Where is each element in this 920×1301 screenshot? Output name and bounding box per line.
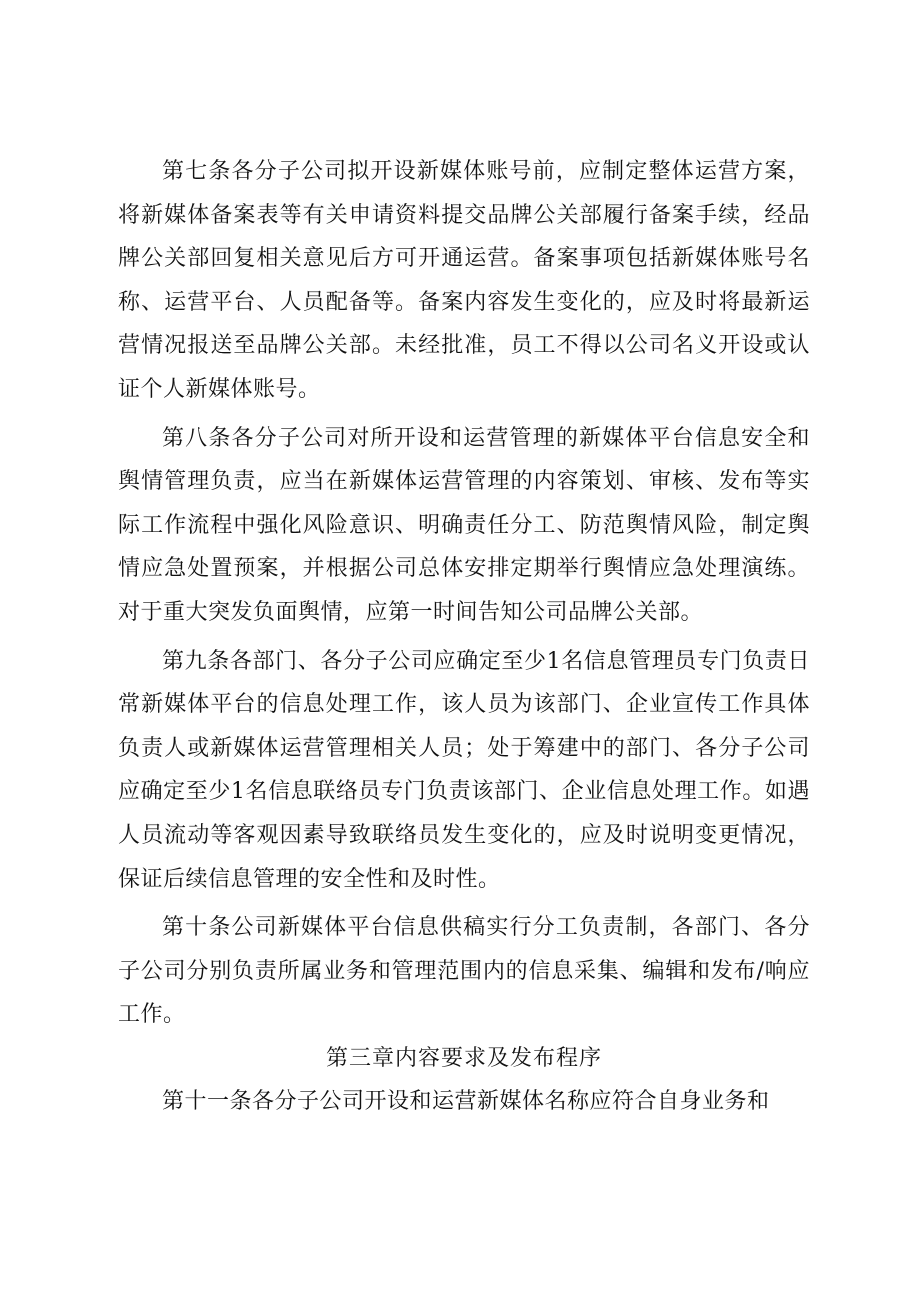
- document-page: [118, 150, 810, 1124]
- article-10-paragraph: 第十条公司新媒体平台信息供稿实行分工负责制，各部门、各分子公司分别负责所属业务和管理范围内的信息采集、编辑和发布/响应工作。: [118, 915, 810, 1028]
- article-11-paragraph: 第十一条各分子公司开设和运营新媒体名称应符合自身业务和: [162, 1089, 770, 1115]
- article-7-paragraph: 第七条各分子公司拟开设新媒体账号前，应制定整体运营方案，将新媒体备案表等有关申请资料提交品牌公关部履行备案手续，经品牌公关部回复相关意见后方可开通运营。备案事项包括新媒体账号名称、运营平台、人员配备等。备案内容发生变化的，应及时将最新运营情况报送至品牌公关部。未经批准，员工不得以公司名义开设或认证个人新媒体账号。: [118, 159, 810, 402]
- article-8-paragraph: 第八条各分子公司对所开设和运营管理的新媒体平台信息安全和舆情管理负责，应当在新媒体运营管理的内容策划、审核、发布等实际工作流程中强化风险意识、明确责任分工、防范舆情风险，制定舆情应急处置预案，并根据公司总体安排定期举行舆情应急处理演练。对于重大突发负面舆情，应第一时间告知公司品牌公关部。: [118, 425, 810, 625]
- article-9-paragraph: 第九条各部门、各分子公司应确定至少1名信息管理员专门负责日常新媒体平台的信息处理工作，该人员为该部门、企业宣传工作具体负责人或新媒体运营管理相关人员；处于筹建中的部门、各分子公司应确定至少1名信息联络员专门负责该部门、企业信息处理工作。如遇人员流动等客观因素导致联络员发生变化的，应及时说明变更情况，保证后续信息管理的安全性和及时性。: [118, 648, 810, 892]
- chapter-heading: 第三章内容要求及发布程序: [325, 1045, 602, 1071]
